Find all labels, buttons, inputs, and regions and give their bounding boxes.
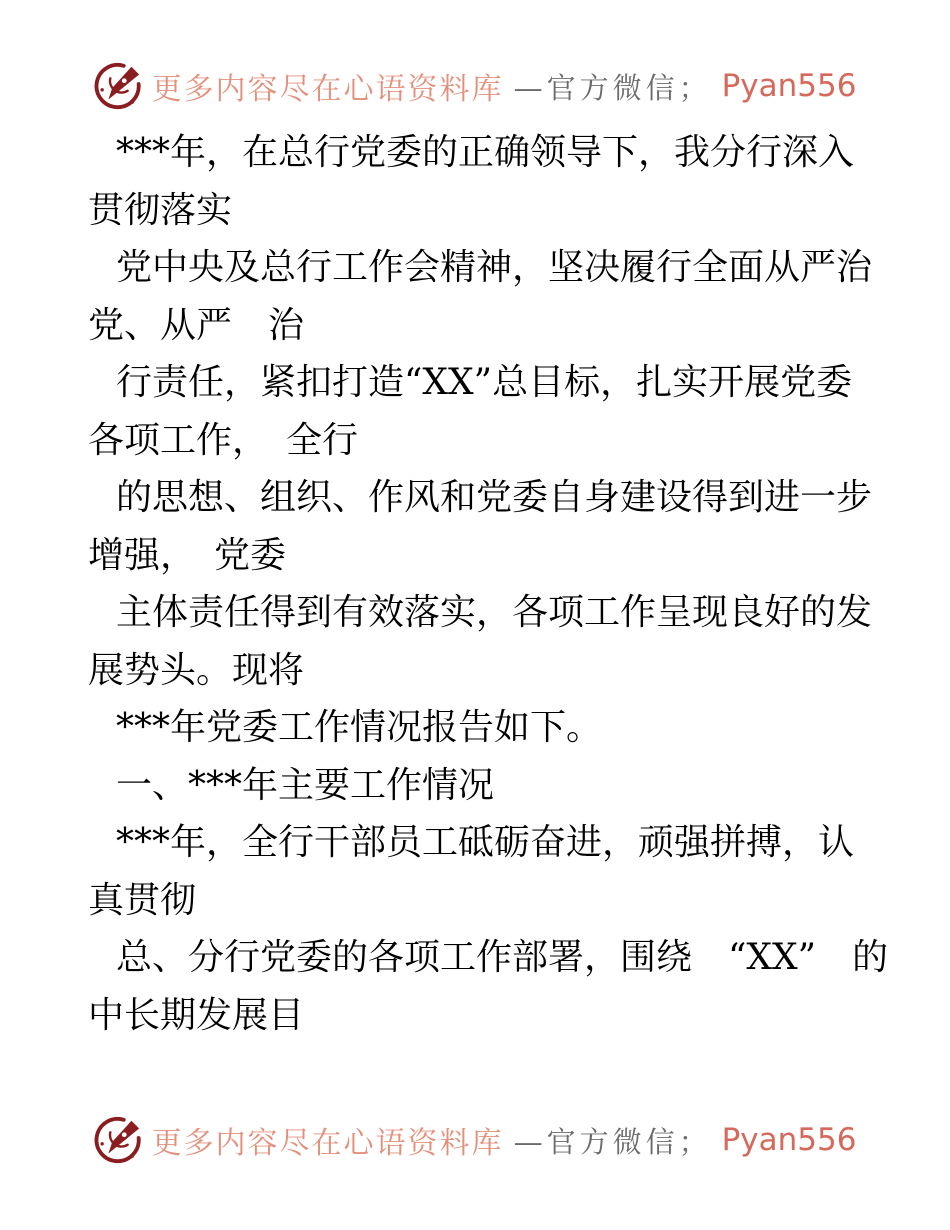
text-line: 一、***年主要工作情况 [116, 764, 495, 806]
watermark-brand-text: 更多内容尽在心语资料库 [151, 72, 504, 107]
text-line: ***年党委工作情况报告如下。 [116, 707, 603, 748]
text-line: 中长期发展目 [88, 994, 305, 1036]
text-line: 行责任，紧扣打造“XX”总目标，扎实开展党委 [116, 362, 853, 403]
text-line: 展势头。现将 [88, 649, 305, 691]
paragraph [88, 584, 878, 699]
paragraph [88, 814, 878, 929]
document-body [88, 124, 889, 1044]
watermark-brand-text: 更多内容尽在心语资料库 [151, 1126, 504, 1161]
text-line: 贯彻落实 [88, 189, 233, 231]
header-watermark [0, 60, 950, 112]
pen-circle-logo-icon [94, 62, 142, 110]
text-line: 增强， 党委 [88, 534, 287, 576]
paragraph [88, 757, 878, 815]
text-line: 总、分行党委的各项工作部署，围绕 “XX” 的 [116, 937, 889, 978]
text-line: 真贯彻 [88, 879, 197, 921]
text-line: 的思想、组织、作风和党委自身建设得到进一步 [116, 477, 873, 518]
text-line: 党中央及总行工作会精神，坚决履行全面从严治 [116, 247, 873, 288]
paragraph [88, 124, 878, 239]
paragraph [88, 699, 878, 757]
watermark-wechat-label: —官方微信； [513, 1124, 712, 1159]
text-line: 各项工作， 全行 [88, 419, 359, 461]
text-line: 主体责任得到有效落实，各项工作呈现良好的发 [116, 592, 873, 633]
paragraph [88, 354, 878, 469]
paragraph [88, 929, 889, 1044]
paragraph [88, 239, 878, 354]
footer-watermark [0, 1114, 950, 1166]
text-line: ***年，在总行党委的正确领导下，我分行深入 [116, 132, 855, 173]
watermark-wechat-label: —官方微信； [513, 70, 712, 105]
text-line: ***年，全行干部员工砥砺奋进，顽强拼搏，认 [116, 822, 855, 863]
paragraph [88, 469, 878, 584]
pen-circle-logo-icon [94, 1116, 142, 1164]
watermark-wechat-id: Pyan556 [721, 68, 857, 104]
watermark-wechat-id: Pyan556 [721, 1122, 857, 1158]
text-line: 党、从严 治 [88, 304, 305, 346]
